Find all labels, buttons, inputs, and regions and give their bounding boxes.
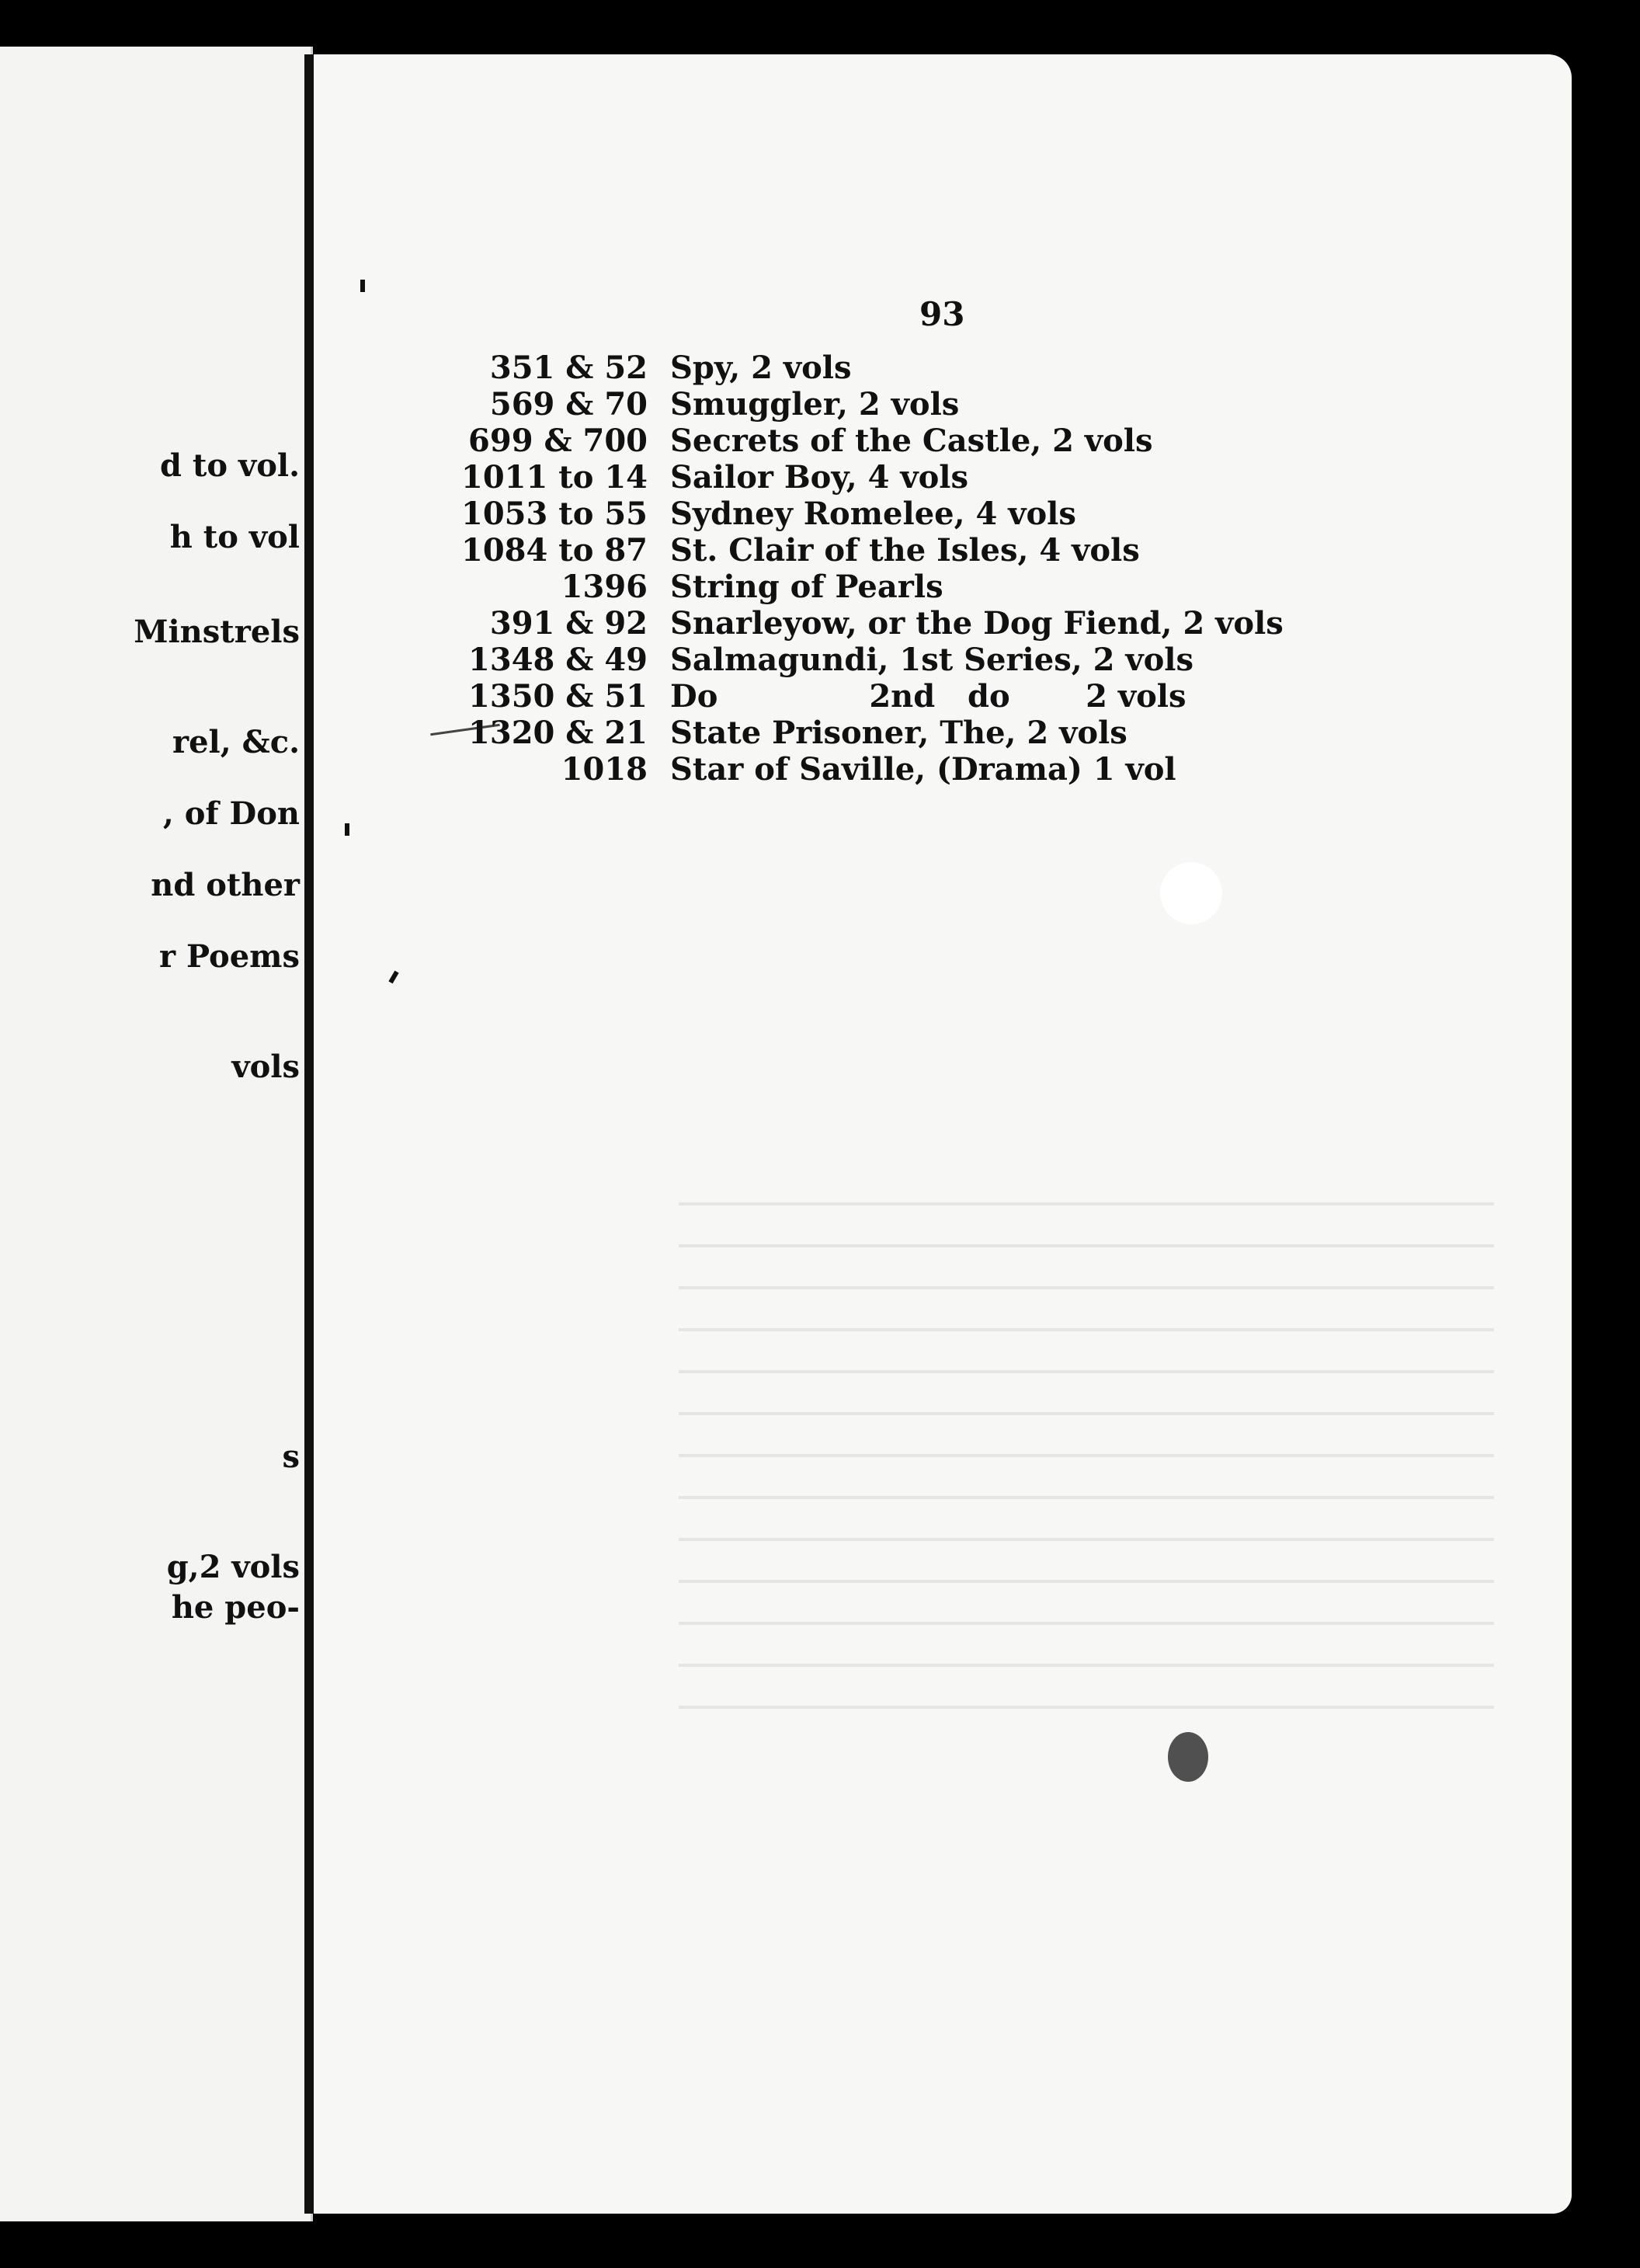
catalog-entry: [314, 569, 1556, 607]
entry-title: Smuggler, 2 vols: [670, 386, 960, 423]
left-page-line: he peo-: [171, 1589, 300, 1626]
catalog-entry: [314, 642, 1556, 680]
left-page-line: rel, &c.: [172, 724, 300, 760]
catalog-entry: [314, 459, 1556, 498]
entry-number: 391 & 92: [489, 605, 648, 642]
entry-title: Secrets of the Castle, 2 vols: [670, 423, 1153, 459]
entry-title: Star of Saville, (Drama) 1 vol: [670, 751, 1176, 788]
right-page: [314, 54, 1572, 2214]
entry-title: St. Clair of the Isles, 4 vols: [670, 532, 1140, 569]
catalog-entry: [314, 423, 1556, 461]
left-page-line: Minstrels: [134, 614, 300, 650]
entry-title: Sailor Boy, 4 vols: [670, 459, 969, 496]
entry-number: 351 & 52: [489, 350, 648, 386]
entry-number: 699 & 700: [468, 423, 648, 459]
ink-stain: [1168, 1732, 1208, 1782]
ink-speck: [360, 280, 365, 292]
entry-number: 1018: [561, 751, 648, 788]
left-page-line: h to vol: [169, 519, 300, 555]
left-page-line: s: [282, 1438, 300, 1475]
entry-title: State Prisoner, The, 2 vols: [670, 715, 1128, 751]
left-page-line: nd other: [151, 867, 300, 903]
entry-number: 1053 to 55: [461, 496, 648, 532]
catalog-entry: [314, 605, 1556, 644]
ink-speck: [345, 823, 349, 836]
entry-number: 1084 to 87: [461, 532, 648, 569]
entry-title: Spy, 2 vols: [670, 350, 852, 386]
catalog-entry: [314, 678, 1556, 717]
entry-number: 1350 & 51: [468, 678, 648, 715]
entry-number: 1011 to 14: [461, 459, 648, 496]
left-page-line: g,2 vols: [166, 1549, 300, 1585]
entry-number: 1396: [561, 569, 648, 605]
left-page-line: r Poems: [159, 938, 300, 975]
catalog-entry: [314, 386, 1556, 425]
left-page-line: , of Don: [162, 795, 300, 832]
entry-title: Do 2nd do 2 vols: [670, 678, 1187, 715]
entry-title: Sydney Romelee, 4 vols: [670, 496, 1076, 532]
bleed-through-text: [679, 1181, 1494, 1724]
left-page: [0, 47, 313, 2221]
catalog-entry: [314, 350, 1556, 388]
catalog-entry: [314, 496, 1556, 534]
left-page-line: d to vol.: [159, 447, 300, 484]
entry-title: Snarleyow, or the Dog Fiend, 2 vols: [670, 605, 1284, 642]
ink-speck: [388, 971, 398, 984]
entry-number: 1348 & 49: [468, 642, 648, 678]
catalog-entry: [314, 751, 1556, 790]
entry-number: 569 & 70: [489, 386, 648, 423]
page-number: 93: [919, 295, 965, 333]
paper-spot: [1160, 862, 1222, 924]
entry-title: String of Pearls: [670, 569, 943, 605]
catalog-entry: [314, 715, 1556, 753]
left-page-line: vols: [231, 1049, 300, 1085]
catalog-entry: [314, 532, 1556, 571]
entry-title: Salmagundi, 1st Series, 2 vols: [670, 642, 1194, 678]
entry-number: 1320 & 21: [468, 715, 648, 751]
